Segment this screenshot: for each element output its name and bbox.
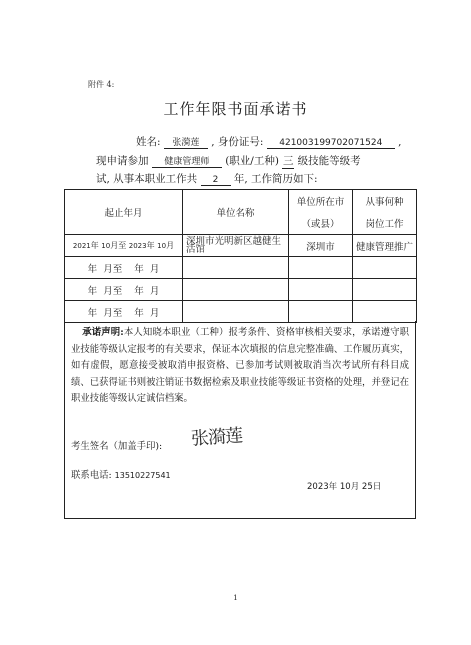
- row3-unit: [183, 279, 289, 301]
- header-post-line2: 岗位工作: [365, 219, 404, 230]
- level-value: 三: [283, 155, 294, 167]
- page-number: 1: [233, 594, 238, 602]
- header-city: [289, 190, 353, 235]
- years-line: [96, 171, 318, 186]
- header-unit: 单位名称: [183, 190, 289, 235]
- page-title: 工作年限书面承诺书: [163, 100, 308, 118]
- years-suffix: 年, 工作简历如下:: [233, 173, 318, 185]
- line1-tail: ,: [398, 136, 402, 148]
- table-row: [65, 235, 417, 257]
- id-value: 421003199702071524: [267, 138, 395, 149]
- resume-table: [64, 189, 417, 323]
- row2-post: [353, 257, 417, 279]
- row4-period: 年 月至 年 月: [65, 301, 183, 323]
- row3-city: [289, 279, 353, 301]
- occupation-line: [96, 153, 361, 169]
- pledge-label: 承诺声明:: [82, 327, 124, 338]
- row4-post: [353, 301, 417, 323]
- header-post: [353, 190, 417, 235]
- date-year: 2023: [307, 482, 329, 492]
- pledge-body: 本人知晓本职业（工种）报考条件、资格审核相关要求，承诺遵守职业技能等级认定报考的有关要求，保证本次填报的信息完整准确、工作履历真实，如有虚假，愿意接受被取消申报资格、已参加考试则被取消当次考试所有科目成绩、已获得证书则被注销证书数据检索及职业技能等级证书资格的处理，并登记在职业技能等级认定诚信档案。: [71, 327, 409, 404]
- table-header-row: [65, 190, 417, 235]
- header-city-line2: （或县）: [301, 219, 340, 230]
- row1-unit: 深圳市光明新区越健生活馆: [183, 235, 289, 257]
- name-label: 姓名:: [136, 136, 161, 148]
- row1-period: 2021年 10月至 2023年 10月: [65, 235, 183, 257]
- table-row: [65, 257, 417, 279]
- table-row: [65, 301, 417, 323]
- row2-unit: [183, 257, 289, 279]
- phone-value: 13510227541: [114, 471, 171, 480]
- date-month: 10: [339, 482, 351, 492]
- header-city-line1: 单位所在市: [296, 197, 345, 208]
- row4-unit: [183, 301, 289, 323]
- phone-label: 联系电话:: [71, 470, 112, 481]
- pledge-box: [64, 321, 416, 519]
- table-row: [65, 279, 417, 301]
- row1-post: 健康管理推广: [353, 235, 417, 257]
- phone-line: [71, 467, 171, 481]
- occupation-suffix: (职业/工种): [225, 155, 279, 167]
- row4-city: [289, 301, 353, 323]
- years-value: 2: [201, 175, 231, 186]
- name-id-line: [136, 134, 401, 149]
- handwritten-signature: 张漪莲: [190, 425, 243, 450]
- name-value: 张漪莲: [164, 135, 208, 149]
- apply-prefix: 现申请参加: [96, 155, 149, 167]
- row1-city: 深圳市: [289, 235, 353, 257]
- id-label: , 身份证号:: [211, 136, 264, 148]
- signature-label: 考生签名（加盖手印):: [71, 441, 163, 452]
- row3-period: 年 月至 年 月: [65, 279, 183, 301]
- pledge-text: [71, 325, 409, 408]
- row2-city: [289, 257, 353, 279]
- row3-post: [353, 279, 417, 301]
- attachment-label: 附件 4:: [88, 80, 115, 89]
- sign-date: 2023年 10月 25日: [307, 482, 382, 492]
- date-day: 25: [361, 482, 373, 492]
- header-post-line1: 从事何种: [365, 197, 404, 208]
- header-period: 起止年月: [65, 190, 183, 235]
- occupation-value: 健康管理师: [152, 154, 222, 168]
- years-prefix: 试, 从事本职业工作共: [96, 173, 198, 185]
- level-suffix: 级技能等级考: [297, 155, 361, 167]
- row2-period: 年 月至 年 月: [65, 257, 183, 279]
